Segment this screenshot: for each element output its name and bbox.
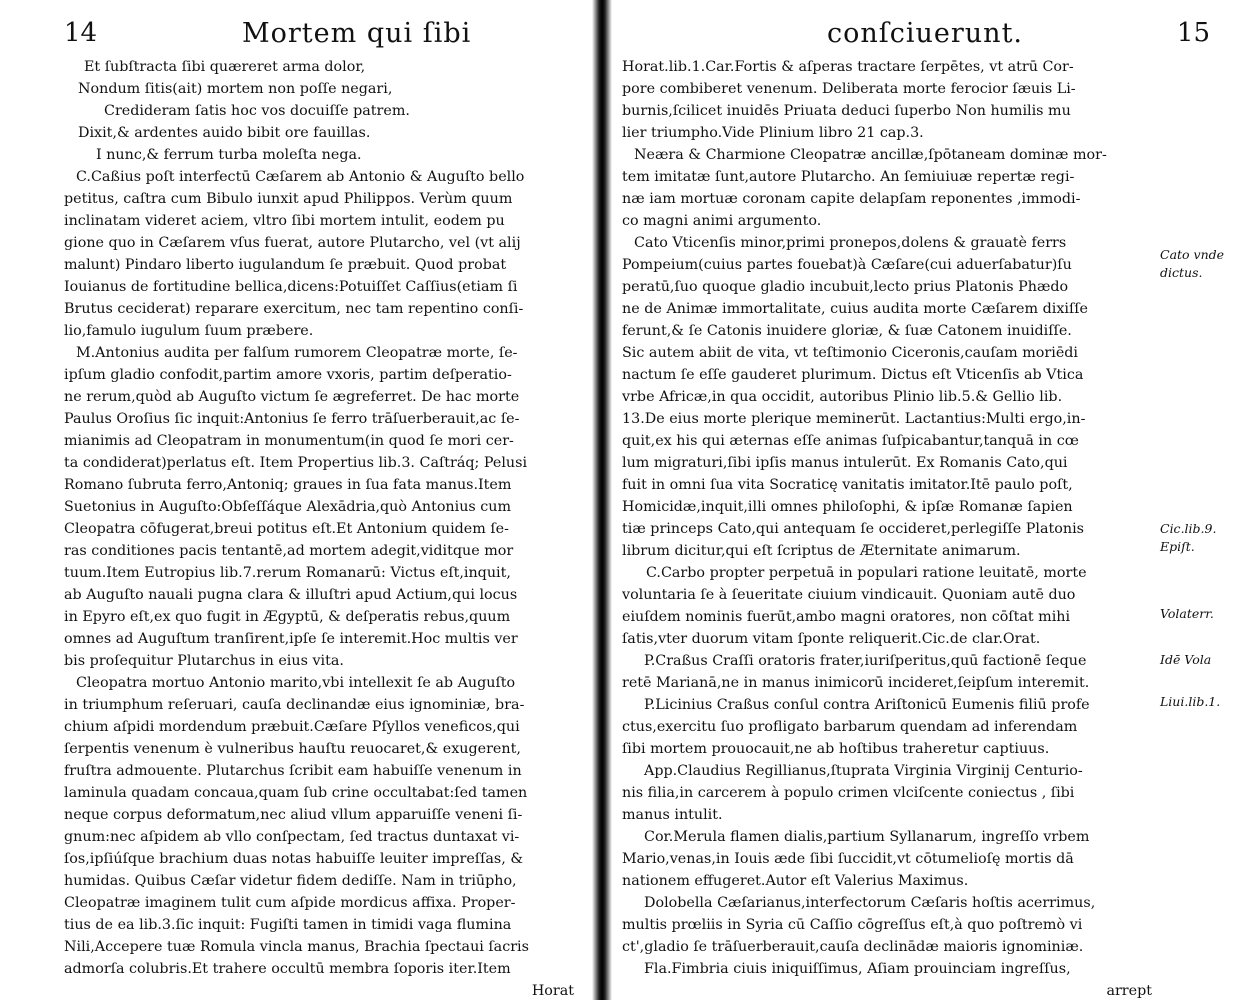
text-line: ipſum gladio confodit,partim amore vxoris, partim deſperatio- bbox=[64, 367, 512, 383]
text-line: Et ſubſtracta ſibi quæreret arma dolor, bbox=[84, 59, 366, 75]
running-title: conſciuerunt. bbox=[827, 18, 1024, 49]
text-line: humidas. Quibus Cæſar videtur fidem dediſſe. Nam in triūpho, bbox=[64, 873, 517, 889]
text-line: C.Caßius poſt interfectū Cæſarem ab Antonio & Auguſto bello bbox=[76, 169, 525, 185]
page-body bbox=[64, 56, 574, 980]
text-line: Suetonius in Auguſto:Obſeſſáque Alexādria,quò Antonius cum bbox=[64, 499, 512, 515]
text-line: P.Craßus Craſſi oratoris frater,iuriſperitus,quū factionē ſeque bbox=[644, 653, 1087, 669]
text-line: ſerpentis venenum è vulneribus hauſtu reuocaret,& exugerent, bbox=[64, 741, 521, 757]
text-line: P.Licinius Craßus conſul contra Ariſtonicū Eumenis filiū profe bbox=[644, 697, 1090, 713]
text-line: eiuſdem nominis fuerūt,ambo magni oratores, non cōſtat mihi bbox=[622, 609, 1071, 625]
text-line: quit,ex his qui æternas eſſe animas ſuſpicabantur,tanquā in cœ bbox=[622, 433, 1079, 449]
text-line: ras conditiones pacis tentantē,ad mortem adegit,viditque mor bbox=[64, 543, 514, 559]
right-page bbox=[612, 0, 1238, 1000]
text-line: Horat.lib.1.Car.Fortis & aſperas tractare ſerpētes, vt atrū Cor- bbox=[622, 59, 1074, 75]
text-line: 13.De eius morte plerique meminerūt. Lactantius:Multi ergo,in- bbox=[622, 411, 1086, 427]
text-line: ne de Animæ immortalitate, cuius audita morte Cæſarem dixiſſe bbox=[622, 301, 1089, 317]
left-page bbox=[0, 0, 592, 1000]
running-title: Mortem qui ſibi bbox=[242, 18, 472, 49]
text-line: Dolobella Cæſarianus,interfectorum Cæſaris hoſtis acerrimus, bbox=[644, 895, 1096, 911]
text-line: ſos,ipſiúſque brachium duas notas habuiſſe leuiter impreſſas, & bbox=[64, 851, 524, 867]
margin-note: Idē Vola bbox=[1160, 652, 1212, 667]
text-line: admorſa colubris.Et trahere occultū membra ſoporis iter.Item bbox=[64, 961, 511, 977]
text-line: multis prœliis in Syria cū Caſſio cōgreſſus eſt,à quo poſtremò vi bbox=[622, 917, 1083, 933]
text-line: Neæra & Charmione Cleopatræ ancillæ,ſpōtaneam dominæ mor- bbox=[634, 147, 1107, 163]
page-header bbox=[622, 18, 1230, 56]
text-line: ferunt,& ſe Catonis inuidere gloriæ, & ſuæ Catonem inuidiſſe. bbox=[622, 323, 1072, 339]
text-line: Dixit,& ardentes auido bibit ore fauillas. bbox=[78, 125, 371, 141]
page-header bbox=[64, 18, 578, 56]
text-line: gione quo in Cæſarem vſus fuerat, autore Plutarcho, vel (vt alij bbox=[64, 235, 521, 251]
text-line: lier triumpho.Vide Plinium libro 21 cap.3. bbox=[622, 125, 924, 141]
text-line: Fla.Fimbria ciuis iniquiſſimus, Aſiam prouinciam ingreſſus, bbox=[644, 961, 1071, 977]
text-line: ſatis,vter duorum vitam ſponte reliquerit.Cic.de clar.Orat. bbox=[622, 631, 1041, 647]
text-line: laminula quadam concaua,quam ſub crine occultabat:ſed tamen bbox=[64, 785, 528, 801]
text-line: nis filia,in carcerem à populo crimen vlciſcente coniectus , ſibi bbox=[622, 785, 1075, 801]
text-line: I nunc,& ferrum turba moleſta nega. bbox=[96, 147, 362, 163]
text-line: Homicidæ,inquit,illi omnes philoſophi, & ipſæ Romanæ ſapien bbox=[622, 499, 1073, 515]
text-line: neque corpus deformatum,nec aliud vllum apparuiſſe veneni ſi- bbox=[64, 807, 523, 823]
text-line: tem imitatæ ſunt,autore Plutarcho. An ſemiuiuæ repertæ regi- bbox=[622, 169, 1075, 185]
text-line: M.Antonius audita per falſum rumorem Cleopatræ morte, ſe- bbox=[76, 345, 518, 361]
text-line: vrbe Africæ,in qua occidit, autoribus Plinio lib.5.& Gellio lib. bbox=[622, 389, 1063, 405]
text-line: mianimis ad Cleopatram in monumentum(in quod ſe mori cer- bbox=[64, 433, 514, 449]
text-line: Cor.Merula flamen dialis,partium Syllanarum, ingreſſo vrbem bbox=[644, 829, 1090, 845]
text-line: burnis,ſcilicet inuidēs Priuata deduci ſuperbo Non humilis mu bbox=[622, 103, 1071, 119]
text-line: malunt) Pindaro liberto iugulandum ſe præbuit. Quod probat bbox=[64, 257, 507, 273]
text-line: voluntaria ſe à ſeueritate ciuium vindicauit. Quoniam autē duo bbox=[622, 587, 1076, 603]
text-line: Brutus ceciderat) reparare exercitum, nec tam repentino conſi- bbox=[64, 301, 524, 317]
text-line: næ iam mortuæ coronam capite delapſam reponentes ,immodi- bbox=[622, 191, 1081, 207]
text-line: C.Carbo propter perpetuā in populari ratione leuitatē, morte bbox=[646, 565, 1087, 581]
text-line: fuit in omni ſua vita Socraticę vanitatis imitator.Itē paulo poſt, bbox=[622, 477, 1073, 493]
text-line: bis proſequitur Plutarchus in eius vita. bbox=[64, 653, 344, 669]
text-line: Sic autem abiit de vita, vt teſtimonio Ciceronis,cauſam moriēdi bbox=[622, 345, 1079, 361]
text-line: Cleopatræ imaginem tulit cum aſpide mordicus affixa. Proper- bbox=[64, 895, 516, 911]
text-line: Cato Vticenſis minor,primi pronepos,dolens & grauatè ferrs bbox=[634, 235, 1067, 251]
margin-note: Cic.lib.9. Epiſt. bbox=[1160, 521, 1217, 554]
page-body bbox=[622, 56, 1122, 980]
text-line: Romano ſubruta ferro,Antoniq; graues in ſua fata manus.Item bbox=[64, 477, 512, 493]
text-line: librum dicitur,qui eſt ſcriptus de Æternitate animarum. bbox=[622, 543, 1021, 559]
text-line: fruſtra admouente. Plutarchus ſcribit eam habuiſſe venenum in bbox=[64, 763, 522, 779]
text-line: peratū,ſuo quoque gladio incubuit,lecto prius Platonis Phædo bbox=[622, 279, 1069, 295]
margin-note: Cato vnde dictus. bbox=[1160, 247, 1225, 280]
text-line: Nondum ſitis(ait) mortem non poſſe negari, bbox=[78, 81, 393, 97]
text-line: Credideram ſatis hoc vos docuiſſe patrem. bbox=[104, 103, 410, 119]
text-line: ab Auguſto nauali pugna clara & illuſtri apud Actium,qui locus bbox=[64, 587, 518, 603]
text-line: gnum:nec aſpidem ab vllo conſpectam, ſed tractus duntaxat vi- bbox=[64, 829, 520, 845]
text-line: ct',gladio ſe trāſuerberauit,cauſa declinādæ maioris ignominiæ. bbox=[622, 939, 1084, 955]
text-line: ctus,exercitu ſuo profligato barbarum quendam ad inferendam bbox=[622, 719, 1078, 735]
text-line: Mario,venas,in Iouis æde ſibi ſuccidit,vt cōtumelioſę mortis dā bbox=[622, 851, 1074, 867]
text-line: Nili,Accepere tuæ Romula vincla manus, Brachia ſpectaui ſacris bbox=[64, 939, 529, 955]
page-number: 14 bbox=[64, 18, 98, 48]
text-line: petitus, caſtra cum Bibulo iunxit apud Philippos. Verùm quum bbox=[64, 191, 513, 207]
text-line: nationem effugeret.Autor eſt Valerius Maximus. bbox=[622, 873, 969, 889]
text-line: tiæ princeps Cato,qui antequam ſe occideret,perlegiſſe Platonis bbox=[622, 521, 1084, 537]
book-gutter bbox=[592, 0, 612, 1000]
text-line: ſibi mortem prouocauit,ne ab hoſtibus traheretur captiuus. bbox=[622, 741, 1050, 757]
text-line: in Epyro eſt,ex quo fugit in Ægyptū, & deſperatis rebus,quum bbox=[64, 609, 511, 625]
catchword: Horat bbox=[531, 983, 574, 999]
text-line: ta condiderat)perlatus eſt. Item Propertius lib.3. Caſtráq; Pelusi bbox=[64, 455, 528, 471]
page-number: 15 bbox=[1176, 18, 1210, 48]
text-line: pore combiberet venenum. Deliberata morte ferocior ſæuis Li- bbox=[622, 81, 1076, 97]
catchword: arrept bbox=[1106, 983, 1152, 999]
text-line: Iouianus de fortitudine bellica,dicens:Potuiſſet Caſſius(etiam ſi bbox=[64, 279, 518, 295]
text-line: co magni animi argumento. bbox=[622, 213, 822, 229]
text-line: lio,famulo iugulum ſuum præbere. bbox=[64, 323, 314, 339]
text-line: lum migraturi,ſibi ipſis manus intulerūt. Ex Romanis Cato,qui bbox=[622, 455, 1068, 471]
text-line: chium aſpidi mordendum præbuit.Cæſare Pſyllos veneficos,qui bbox=[64, 719, 520, 735]
margin-note: Liui.lib.1. bbox=[1160, 694, 1221, 709]
text-line: ne rerum,quòd ab Auguſto victum ſe ægreferret. De hac morte bbox=[64, 389, 520, 405]
text-line: Cleopatra mortuo Antonio marito,vbi intellexit ſe ab Auguſto bbox=[76, 675, 516, 691]
text-line: tius de ea lib.3.ſic inquit: Fugiſti tamen in timidi vaga flumina bbox=[64, 917, 512, 933]
text-line: tuum.Item Eutropius lib.7.rerum Romanarū: Victus eſt,inquit, bbox=[64, 565, 511, 581]
text-line: retē Marianā,ne in manus inimicorū incideret,ſeipſum interemit. bbox=[622, 675, 1090, 691]
text-line: manus intulit. bbox=[622, 807, 723, 823]
text-line: inclinatam videret aciem, vltro ſibi mortem intulit, eodem pu bbox=[64, 213, 505, 229]
text-line: in triumphum reſeruari, cauſa declinandæ eius ignominiæ, bra- bbox=[64, 697, 525, 713]
margin-note: Volaterr. bbox=[1160, 606, 1214, 621]
text-line: Pompeium(cuius partes fouebat)à Cæſare(cui aduerſabatur)ſu bbox=[622, 257, 1072, 273]
text-line: nactum ſe eſſe gauderet plurimum. Dictus eſt Vticenſis ab Vtica bbox=[622, 367, 1084, 383]
text-line: Cleopatra cōfugerat,breui potitus eſt.Et Antonium quidem ſe- bbox=[64, 521, 509, 537]
text-line: omnes ad Auguſtum tranſirent,ipſe ſe interemit.Hoc multis ver bbox=[64, 631, 518, 647]
text-line: Paulus Oroſius ſic inquit:Antonius ſe ferro trāſuerberauit,ac ſe- bbox=[64, 411, 520, 427]
text-line: App.Claudius Regillianus,ſtuprata Virginia Virginij Centurio- bbox=[644, 763, 1083, 779]
